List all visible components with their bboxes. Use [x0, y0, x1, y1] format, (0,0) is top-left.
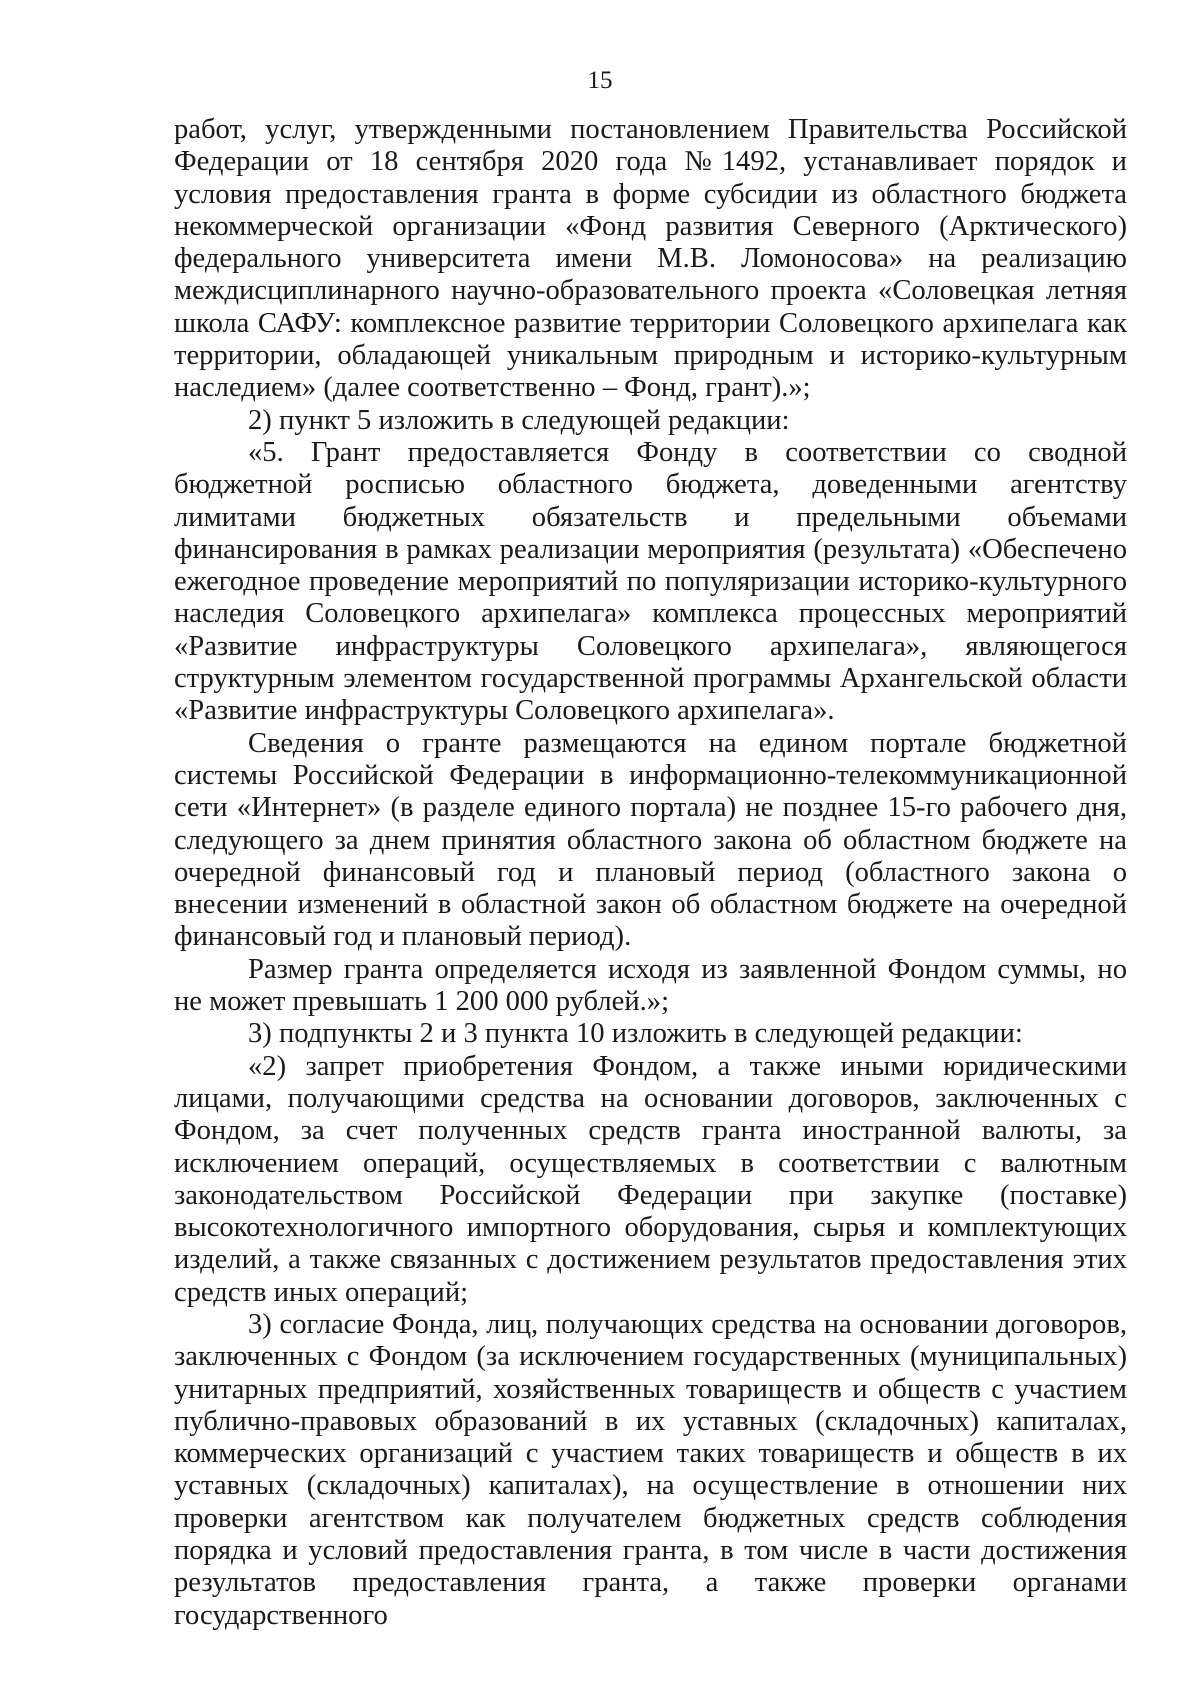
paragraph-grant-info: Сведения о гранте размещаются на едином портале бюджетной системы Российской Федерации в информационно-телекоммуникационной сети «Интернет» (в разделе единого портала) не позднее 15-го рабочего дня, следующего за днем принятия областного закона об областном бюджете на очередной финансовый год и плановый период (областного закона о внесении изменений в областной закон об областном бюджете на очередной финансовый год и плановый период). — [174, 727, 1127, 953]
document-body — [174, 114, 1127, 1632]
paragraph-item-3: 3) подпункты 2 и 3 пункта 10 изложить в следующей редакции: — [248, 1018, 1023, 1050]
page-number: 15 — [587, 67, 613, 94]
paragraph-clause-5: «5. Грант предоставляется Фонду в соответствии со сводной бюджетной росписью областного бюджета, доведенными агентству лимитами бюджетных обязательств и предельными объемами финансирования в рамках реализации мероприятия (результата) «Обеспечено ежегодное проведение мероприятий по популяризации историко-культурного наследия Соловецкого архипелага» комплекса процессных мероприятий «Развитие инфраструктуры Соловецкого архипелага», являющегося структурным элементом государственной программы Архангельской области «Развитие инфраструктуры Соловецкого архипелага». — [174, 436, 1127, 727]
paragraph-subitem-2: «2) запрет приобретения Фондом, а также иными юридическими лицами, получающими средства на основании договоров, заключенных с Фондом, за счет полученных средств гранта иностранной валюты, за исключением операций, осуществляемых в соответствии с валютным законодательством Российской Федерации при закупке (поставке) высокотехнологичного импортного оборудования, сырья и комплектующих изделий, а также связанных с достижением результатов предоставления этих средств иных операций; — [174, 1050, 1127, 1308]
paragraph-subitem-3: 3) согласие Фонда, лиц, получающих средства на основании договоров, заключенных с Фондом (за исключением государственных (муниципальных) унитарных предприятий, хозяйственных товариществ и обществ с участием публично-правовых образований в их уставных (складочных) капиталах, коммерческих организаций с участием таких товариществ и обществ в их уставных (складочных) капиталах), на осуществление в отношении них проверки агентством как получателем бюджетных средств соблюдения порядка и условий предоставления гранта, в том числе в части достижения результатов предоставления гранта, а также проверки органами государственного — [174, 1308, 1127, 1631]
paragraph-continuation: работ, услуг, утвержденными постановлением Правительства Российской Федерации от 18 сентября 2020 года №1492, устанавливает порядок и условия предоставления гранта в форме субсидии из областного бюджета некоммерческой организации «Фонд развития Северного (Арктического) федерального университета имени М.В. Ломоносова» на реализацию междисциплинарного научно-образовательного проекта «Соловецкая летняя школа САФУ: комплексное развитие территории Соловецкого архипелага как территории, обладающей уникальным природным и историко-культурным наследием» (далее соответственно – Фонд, грант).»; — [174, 114, 1127, 404]
paragraph-item-2: 2) пункт 5 изложить в следующей редакции: — [248, 404, 790, 436]
paragraph-grant-amount: Размер гранта определяется исходя из заявленной Фондом суммы, но не может превышать 1 200 000 рублей.»; — [174, 953, 1127, 1018]
